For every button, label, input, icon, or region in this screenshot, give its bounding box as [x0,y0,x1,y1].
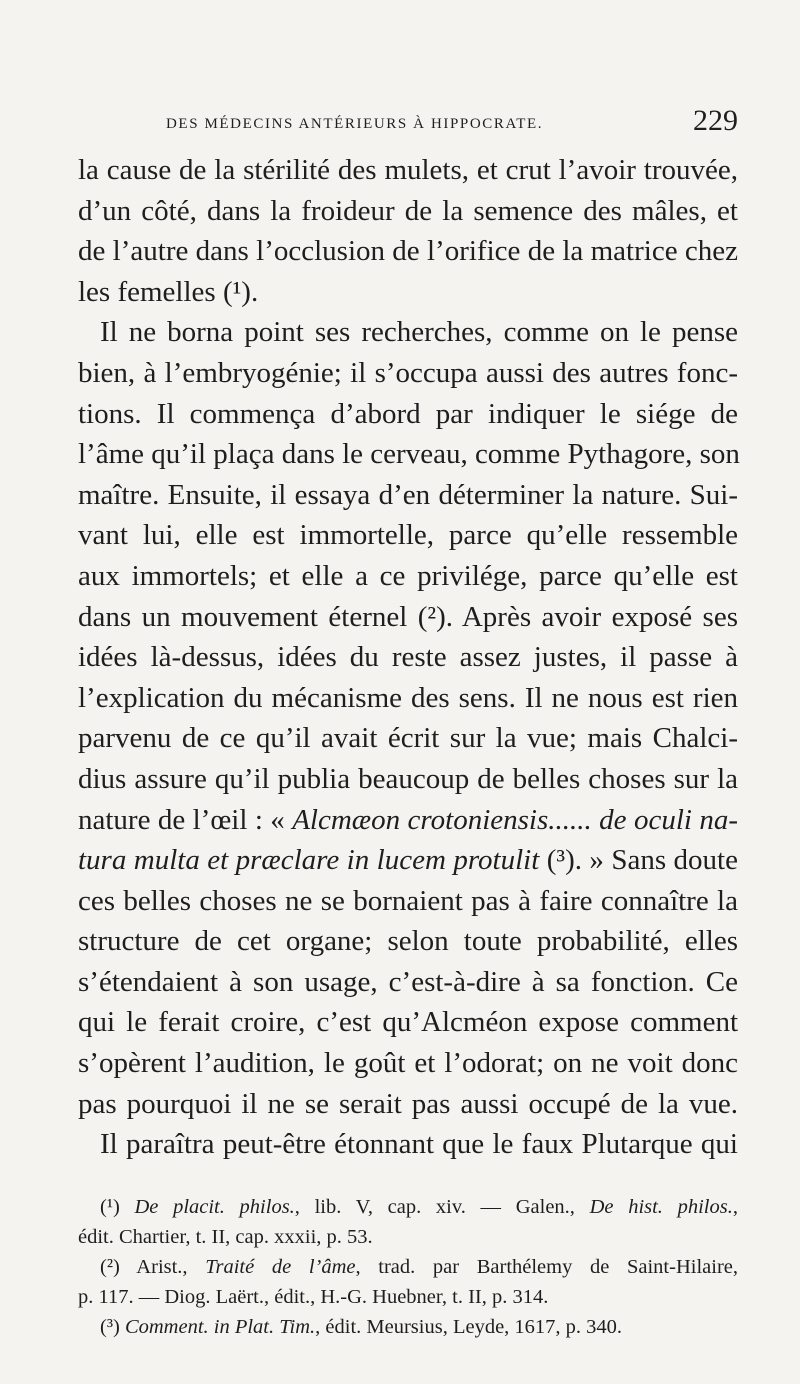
footnote-line: (¹) De placit. philos., lib. V, cap. xiv. — Galen., De hist. philos., [100,1196,738,1218]
body-line: maître. Ensuite, il essaya d’en déterminer la nature. Sui- [78,478,738,511]
body-line: idées là-dessus, idées du reste assez justes, il passe à [78,641,738,674]
body-line: l’âme qu’il plaça dans le cerveau, comme Pythagore, son [78,438,740,471]
running-head [78,104,738,144]
body-line: ces belles choses ne se bornaient pas à faire connaître la [78,884,738,917]
body-line: tura multa et præclare in lucem protulit (³). » Sans doute [78,844,738,877]
body-line: structure de cet organe; selon toute probabilité, elles [78,925,738,958]
footnote-line: (³) Comment. in Plat. Tim., édit. Meursius, Leyde, 1617, p. 340. [100,1316,623,1338]
body-line: qui le ferait croire, c’est qu’Alcméon expose comment [78,1006,738,1039]
body-line: bien, à l’embryogénie; il s’occupa aussi des autres fonc- [78,356,738,389]
body-line: Il paraîtra peut-être étonnant que le faux Plutarque qui [100,1128,738,1161]
body-line: s’opèrent l’audition, le goût et l’odorat; on ne voit donc [78,1047,738,1080]
body-line: nature de l’œil : « Alcmæon crotoniensis...... de oculi na- [78,803,738,836]
body-text [78,150,738,1165]
running-head-title: DES MÉDECINS ANTÉRIEURS À HIPPOCRATE. [166,116,544,132]
body-line: de l’autre dans l’occlusion de l’orifice de la matrice chez [78,235,738,268]
body-line: Il ne borna point ses recherches, comme on le pense [100,316,738,349]
body-line: vant lui, elle est immortelle, parce qu’elle ressemble [78,519,738,552]
body-line: s’étendaient à son usage, c’est-à-dire à sa fonction. Ce [78,965,738,998]
body-line: la cause de la stérilité des mulets, et crut l’avoir trouvée, [78,154,738,186]
body-line: l’explication du mécanisme des sens. Il ne nous est rien [78,681,738,714]
body-line: parvenu de ce qu’il avait écrit sur la vue; mais Chalci- [78,722,738,755]
footnotes [78,1192,738,1342]
body-line: d’un côté, dans la froideur de la semence des mâles, et [78,194,738,227]
body-line: les femelles (¹). [78,275,259,308]
body-line: dius assure qu’il publia beaucoup de belles choses sur la [78,762,738,795]
footnote-line: p. 117. — Diog. Laërt., édit., H.-G. Huebner, t. II, p. 314. [78,1286,549,1308]
body-line: pas pourquoi il ne se serait pas aussi occupé de la vue. [78,1087,738,1120]
footnote-line: édit. Chartier, t. II, cap. xxxii, p. 53. [78,1226,373,1248]
body-line: aux immortels; et elle a ce privilége, parce qu’elle est [78,559,738,592]
body-line: dans un mouvement éternel (²). Après avoir exposé ses [78,600,738,633]
page-number: 229 [693,104,738,137]
body-line: tions. Il commença d’abord par indiquer le siége de [78,397,738,430]
footnote-line: (²) Arist., Traité de l’âme, trad. par Barthélemy de Saint-Hilaire, [100,1256,738,1278]
